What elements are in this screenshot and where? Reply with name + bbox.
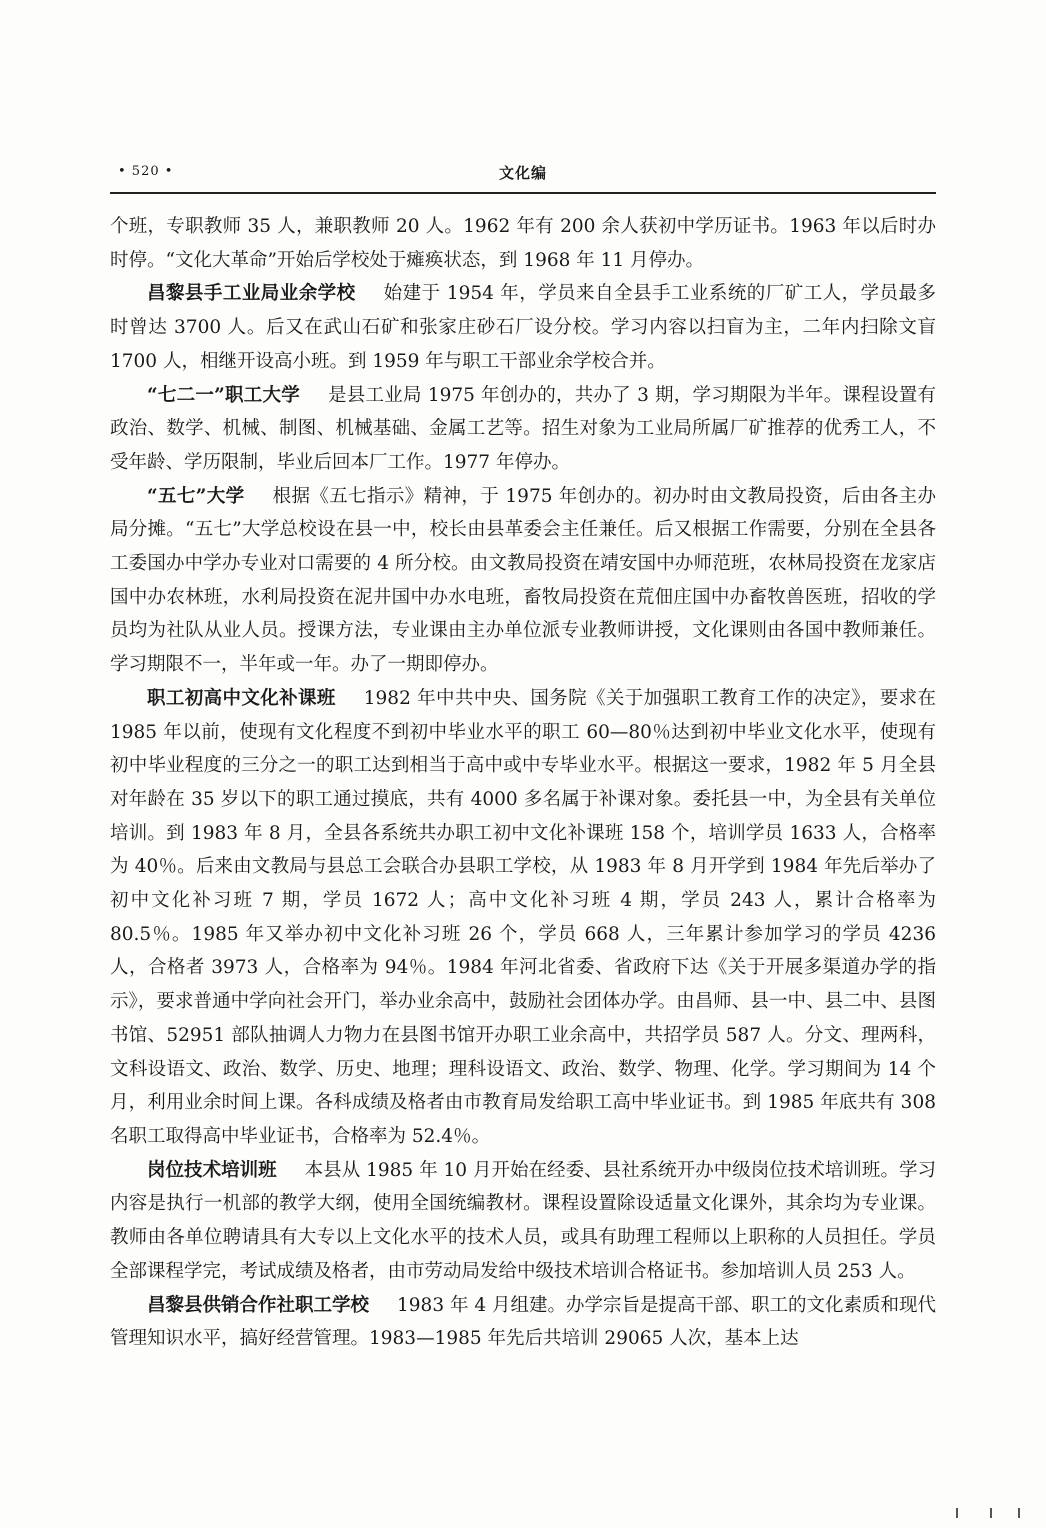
section-paragraph [110, 1154, 936, 1289]
section-title: 昌黎县手工业局业余学校 [147, 283, 356, 305]
section-title: 职工初高中文化补课班 [147, 687, 336, 709]
scan-mark [956, 1508, 958, 1518]
paragraph-text: 个班，专职教师 35 人，兼职教师 20 人。1962 年有 200 余人获初中学历证书。1963 年以后时办时停。“文化大革命”开始后学校处于瘫痪状态，到 1968 年 11 月停办。 [110, 216, 936, 271]
section-title: 昌黎县供销合作社职工学校 [147, 1294, 370, 1316]
section-title: 岗位技术培训班 [147, 1159, 277, 1181]
section-title: “七二一”职工大学 [147, 384, 300, 406]
scan-mark [1018, 1508, 1020, 1518]
body-text [110, 210, 936, 1356]
paragraph-continuation [110, 210, 936, 277]
paragraph-text: 根据《五七指示》精神，于 1975 年创办的。初办时由文教局投资，后由各主办局分摊。“五七”大学总校设在县一中，校长由县革委会主任兼任。后又根据工作需要，分别在全县各工委国办中学办专业对口需要的 4 所分校。由文教局投资在靖安国中办师范班，农林局投资在龙家店国中办农林班，水利局投资在泥井国中办水电班，畜牧局投资在荒佃庄国中办畜牧兽医班，招收的学员均为社队从业人员。授课方法，专业课由主办单位派专业教师讲授，文化课则由各国中教师兼任。学习期限不一，半年或一年。办了一期即停办。 [110, 485, 936, 676]
section-paragraph [110, 277, 936, 378]
page-number: • 520 • [118, 164, 174, 179]
section-paragraph [110, 1289, 936, 1356]
paragraph-text: 1983 年 4 月组建。办学宗旨是提高干部、职工的文化素质和现代管理知识水平，搞好经营管理。1983—1985 年先后共培训 29065 人次，基本上达 [110, 1294, 937, 1350]
running-title: 文化编 [498, 164, 547, 182]
paragraph-text: 本县从 1985 年 10 月开始在经委、县社系统开办中级岗位技术培训班。学习内容是执行一机部的教学大纲，使用全国统编教材。课程设置除设适量文化课外，其余均为专业课。教师由各单位聘请具有大专以上文化水平的技术人员，或具有助理工程师以上职称的人员担任。学员全部课程学完，考试成绩及格者，由市劳动局发给中级技术培训合格证书。参加培训人员 253 人。 [110, 1159, 936, 1282]
section-paragraph [110, 379, 936, 480]
page-header [110, 160, 936, 194]
section-paragraph [110, 480, 936, 682]
paragraph-text: 1982 年中共中央、国务院《关于加强职工教育工作的决定》，要求在 1985 年以前，使现有文化程度不到初中毕业水平的职工 60—80％达到初中毕业文化水平，使现有初中毕业程度的三分之一的职工达到相当于高中或中专毕业水平。根据这一要求，1982 年 5 月全县对年龄在 35 岁以下的职工通过摸底，共有 4000 多名属于补课对象。委托县一中，为全县有关单位培训。到 1983 年 8 月，全县各系统共办职工初中文化补课班 158 个，培训学员 1633 人，合格率为 40％。后来由文教局与县总工会联合办县职工学校，从 1983 年 8 月开学到 1984 年先后举办了初中文化补习班 7 期，学员 1672 人；高中文化补习班 4 期，学员 243 人，累计合格率为 80.5％。1985 年又举办初中文化补习班 26 个，学员 668 人，三年累计参加学习的学员 4236 人，合格者 3973 人，合格率为 94％。1984 年河北省委、省政府下达《关于开展多渠道办学的指示》，要求普通中学向社会开门，举办业余高中，鼓励社会团体办学。由昌师、县一中、县二中、县图书馆、52951 部队抽调人力物力在县图书馆开办职工业余高中，共招学员 587 人。分文、理两科，文科设语文、政治、数学、历史、地理；理科设语文、政治、数学、物理、化学。学习期间为 14 个月，利用业余时间上课。各科成绩及格者由市教育局发给职工高中毕业证书。到 1985 年底共有 308 名职工取得高中毕业证书，合格率为 52.4％。 [110, 687, 936, 1147]
paragraph-text: 始建于 1954 年，学员来自全县手工业系统的厂矿工人，学员最多时曾达 3700 人。后又在武山石矿和张家庄砂石厂设分校。学习内容以扫盲为主，二年内扫除文盲 1700 人，相继开设高小班。到 1959 年与职工干部业余学校合并。 [110, 283, 936, 372]
scan-marks [952, 1498, 1032, 1518]
section-paragraph [110, 682, 936, 1154]
scan-mark [990, 1508, 992, 1518]
paragraph-text: 是县工业局 1975 年创办的，共办了 3 期，学习期限为半年。课程设置有政治、数学、机械、制图、机械基础、金属工艺等。招生对象为工业局所属厂矿推荐的优秀工人，不受年龄、学历限制，毕业后回本厂工作。1977 年停办。 [110, 384, 936, 473]
section-title: “五七”大学 [147, 485, 245, 507]
